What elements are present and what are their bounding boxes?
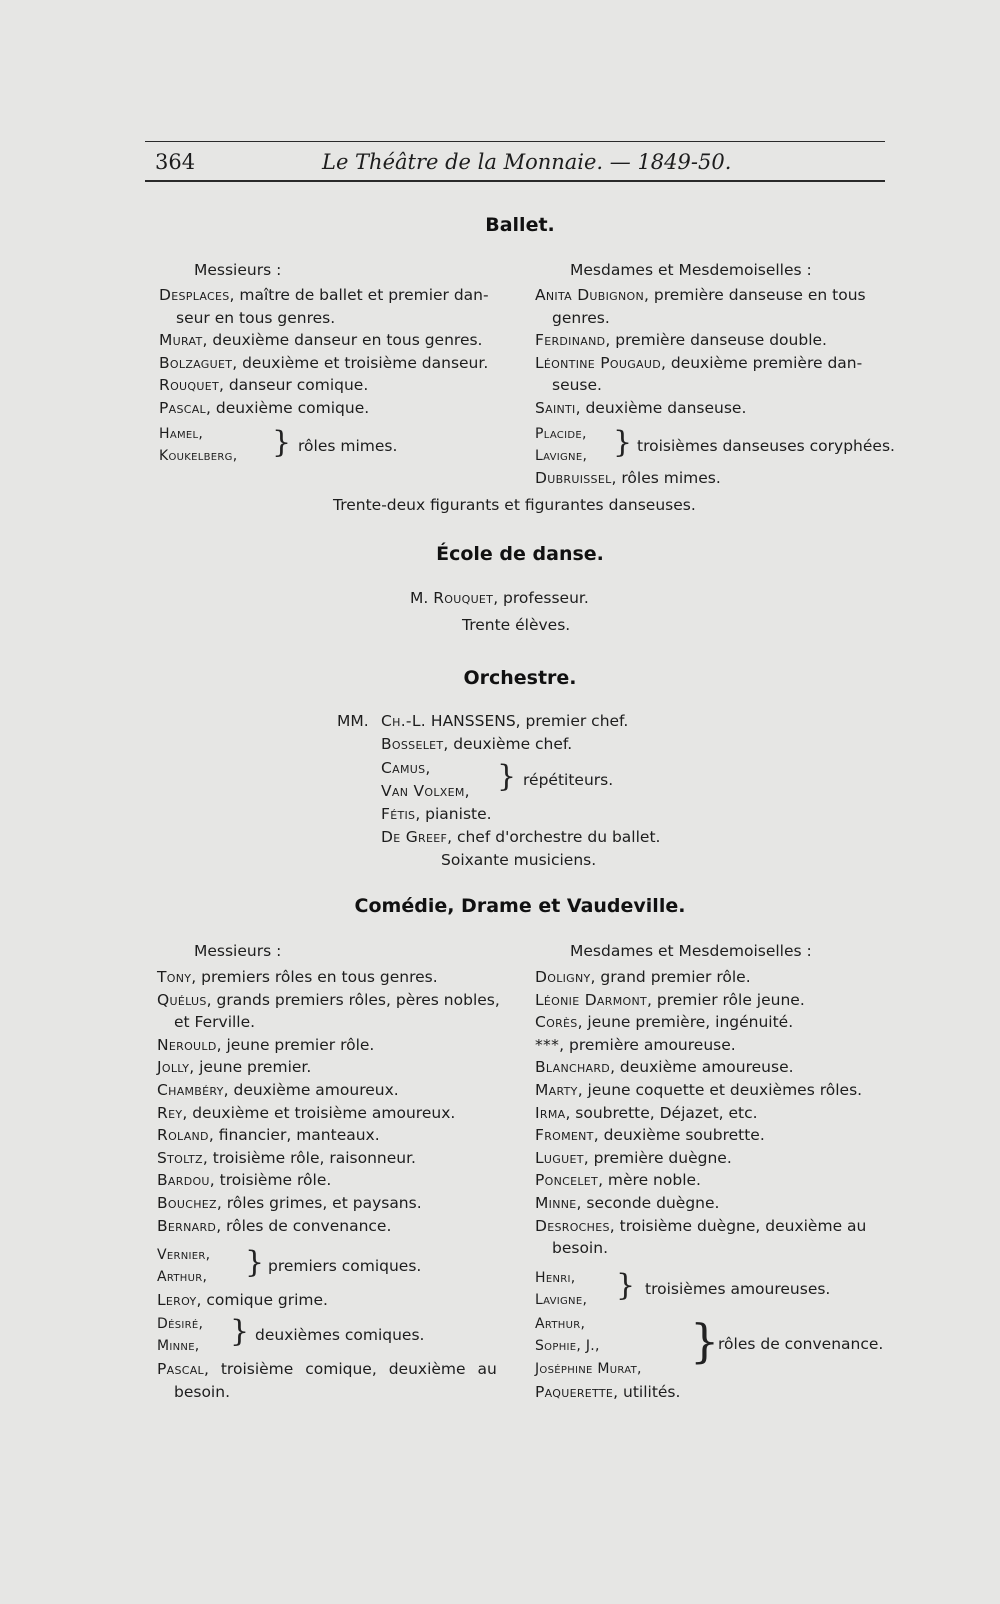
role-text: seuse. (552, 376, 602, 395)
list-item (535, 352, 862, 374)
list-item (552, 374, 602, 396)
comedie-title: Comédie, Drame et Vaudeville. (354, 895, 686, 917)
role-text: , deuxième première dan- (660, 353, 863, 372)
list-item (535, 1011, 793, 1033)
role-text: seur en tous genres. (176, 308, 336, 327)
list-item (159, 284, 489, 306)
comedie-rgroup2-name-3: Joséphine Murat, (535, 1361, 642, 1377)
comedie-mesdames-label: Mesdames et Mesdemoiselles : (570, 942, 812, 960)
role-text: , maître de ballet et premier dan- (229, 286, 489, 304)
comedie-group1-role: premiers comiques. (268, 1257, 422, 1275)
top-rule (145, 141, 885, 142)
person-name: Irma (535, 1103, 566, 1122)
person-name: Nerould (157, 1035, 217, 1054)
role-text: genres. (552, 308, 610, 327)
role-text: , troisième rôle, raisonneur. (202, 1148, 416, 1167)
role-text: , danseur comique. (218, 376, 369, 395)
list-item (157, 1056, 311, 1078)
comedie-rgroup1-name-2: Lavigne, (535, 1292, 588, 1308)
role-text: , deuxième amoureux. (223, 1081, 399, 1099)
role-text: , grands premiers rôles, pères nobles, (206, 990, 500, 1009)
list-item (535, 1079, 862, 1101)
list-item (159, 397, 369, 419)
person-name: Tony (157, 968, 192, 986)
comedie-pascal-cont: besoin. (174, 1383, 230, 1401)
comedie-group2-role: deuxièmes comiques. (255, 1326, 425, 1344)
comedie-leroy (157, 1289, 328, 1311)
ballet-group-name-2: Koukelberg, (159, 448, 238, 464)
orchestre-title: Orchestre. (463, 667, 577, 689)
role-text: , deuxième et troisième amoureux. (182, 1103, 456, 1122)
orchestre-ballet-chef (381, 826, 660, 848)
list-item (535, 397, 746, 419)
list-item (157, 1124, 380, 1146)
list-item (535, 1124, 765, 1146)
brace-icon: } (616, 1268, 636, 1303)
person-name: Bardou (157, 1171, 210, 1190)
comedie-group1-name-1: Vernier, (157, 1247, 211, 1263)
role-text: , rôles grimes, et paysans. (216, 1194, 422, 1212)
ecole-line2: Trente élèves. (462, 616, 571, 634)
role-text: , première duègne. (583, 1148, 732, 1167)
role-text: , jeune coquette et deuxièmes rôles. (577, 1081, 863, 1099)
person-name: Léonie Darmont (535, 990, 647, 1009)
person-name: Doligny (535, 968, 591, 986)
orchestre-second (381, 733, 572, 755)
person-name: Desroches (535, 1216, 610, 1235)
list-item (157, 1079, 399, 1101)
orchestre-group-name-1: Camus, (381, 759, 431, 777)
person-name: Sainti (535, 399, 576, 417)
orchestre-chef (381, 710, 628, 732)
role-text: , grand premier rôle. (590, 968, 751, 986)
role-text: , deuxième comique. (206, 399, 370, 417)
person-name: Ferdinand (535, 331, 606, 350)
ecole-prefix: M. (410, 589, 434, 607)
list-item (552, 1237, 608, 1259)
role-text: , mère noble. (598, 1171, 701, 1190)
list-item (174, 1011, 255, 1033)
role-text: , soubrette, Déjazet, etc. (565, 1103, 758, 1122)
person-name: Bouchez (157, 1194, 217, 1212)
role-text: , troisième comique, deuxième au (204, 1360, 497, 1378)
person-name: Desplaces (159, 286, 230, 304)
role-text: , rôles de convenance. (216, 1216, 392, 1235)
person-name: Rouquet (159, 376, 219, 395)
person-name: Froment (535, 1126, 594, 1145)
comedie-group2-name-1: Désiré, (157, 1316, 204, 1332)
role-text: , seconde duègne. (576, 1194, 720, 1212)
orchestre-count: Soixante musiciens. (441, 851, 597, 869)
role-text: , troisième rôle. (209, 1171, 332, 1190)
person-name: Ch.-L. (381, 712, 426, 730)
ballet-group-role: rôles mimes. (298, 437, 398, 455)
list-item (535, 1102, 758, 1124)
ballet-footer: Trente-deux figurants et figurantes danseuses. (333, 496, 696, 514)
list-item (535, 989, 805, 1011)
role-text: , deuxième soubrette. (593, 1126, 765, 1145)
comedie-paquerette (535, 1381, 680, 1403)
person-name: Corès (535, 1013, 578, 1032)
orchestre-group-name-2: Van Volxem, (381, 782, 470, 800)
person-name: Pascal (159, 399, 206, 417)
role-text: , professeur. (493, 589, 589, 607)
list-item (535, 329, 827, 351)
list-item (157, 966, 438, 988)
person-name: Anita Dubignon (535, 286, 645, 304)
page-number: 364 (155, 150, 196, 174)
role-text: , troisième duègne, deuxième au (609, 1216, 867, 1235)
role-text: , deuxième danseur en tous genres. (202, 331, 483, 350)
list-item (157, 1215, 391, 1237)
person-name: Paquerette (535, 1383, 614, 1401)
list-item (157, 1147, 416, 1169)
person-name: De Greef (381, 828, 448, 846)
person-name: Bernard (157, 1216, 217, 1235)
role-text: , deuxième chef. (443, 735, 573, 753)
person-name: Luguet (535, 1148, 584, 1167)
person-name: *** (535, 1035, 560, 1054)
role-text: , premier rôle jeune. (647, 990, 805, 1009)
list-item (535, 284, 866, 306)
list-item (535, 1034, 736, 1056)
role-text: besoin. (552, 1239, 608, 1258)
person-name: Dubruissel (535, 469, 612, 487)
ballet-title: Ballet. (485, 214, 555, 236)
list-item (535, 966, 751, 988)
role-text: , deuxième danseuse. (575, 399, 747, 417)
role-text: HANSSENS, premier chef. (425, 712, 629, 730)
person-name: Stoltz (157, 1148, 203, 1167)
comedie-rgroup1-role: troisièmes amoureuses. (645, 1280, 831, 1298)
ballet-group-name-1: Hamel, (159, 426, 204, 442)
comedie-rgroup2-name-2: Sophie, J., (535, 1338, 600, 1354)
role-text: , première danseuse double. (605, 331, 827, 350)
list-item (157, 989, 500, 1011)
role-text: , financier, manteaux. (208, 1126, 380, 1145)
ecole-line1 (410, 587, 589, 609)
list-item (535, 1056, 794, 1078)
orchestre-group-role: répétiteurs. (523, 771, 614, 789)
person-name: Fétis (381, 805, 416, 823)
ecole-title: École de danse. (436, 543, 604, 565)
brace-icon: } (245, 1245, 265, 1280)
person-name: Léontine Pougaud (535, 353, 661, 372)
brace-icon: } (230, 1314, 250, 1349)
list-item (157, 1102, 455, 1124)
role-text: , comique grime. (196, 1291, 328, 1309)
list-item (176, 307, 335, 329)
person-name: Chambéry (157, 1081, 224, 1099)
person-name: Marty (535, 1081, 578, 1099)
person-name: Jolly (157, 1058, 190, 1077)
person-name: Leroy (157, 1291, 197, 1309)
list-item (535, 1147, 732, 1169)
comedie-messieurs-label: Messieurs : (194, 942, 282, 960)
comedie-rgroup2-role: rôles de convenance. (718, 1335, 884, 1353)
role-text: , première amoureuse. (559, 1035, 736, 1054)
person-name: Pascal (157, 1360, 204, 1378)
list-item (535, 1169, 701, 1191)
role-text: , pianiste. (415, 805, 492, 823)
orchestre-mm: MM. (337, 712, 369, 730)
header-rule (145, 180, 885, 182)
list-item (159, 329, 482, 351)
comedie-rgroup2-name-1: Arthur, (535, 1316, 586, 1332)
list-item (159, 352, 488, 374)
comedie-group2-name-2: Minne, (157, 1338, 200, 1354)
ballet-mesdames-label: Mesdames et Mesdemoiselles : (570, 261, 812, 279)
person-name: Bolzaguet (159, 353, 233, 372)
comedie-rgroup1-name-1: Henri, (535, 1270, 576, 1286)
list-item (159, 374, 368, 396)
brace-icon: } (497, 759, 517, 794)
brace-icon: } (613, 425, 633, 460)
role-text: , jeune première, ingénuité. (577, 1013, 794, 1032)
role-text: , premiers rôles en tous genres. (191, 968, 438, 986)
role-text: , deuxième et troisième danseur. (232, 353, 489, 372)
role-text: , jeune premier. (189, 1058, 312, 1077)
comedie-group1-name-2: Arthur, (157, 1269, 208, 1285)
person-name: Quélus (157, 990, 207, 1009)
person-name: Bosselet (381, 735, 444, 753)
list-item (535, 1215, 866, 1237)
orchestre-pianist (381, 803, 492, 825)
list-item (157, 1169, 331, 1191)
role-text: , deuxième amoureuse. (610, 1058, 794, 1077)
ballet-right-group-name-2: Lavigne, (535, 448, 588, 464)
person-name: Murat (159, 331, 203, 350)
person-name: Minne (535, 1194, 577, 1212)
person-name: Poncelet (535, 1171, 599, 1190)
brace-icon: } (690, 1314, 720, 1368)
ballet-messieurs-label: Messieurs : (194, 261, 282, 279)
role-text: , jeune premier rôle. (216, 1035, 375, 1054)
role-text: et Ferville. (174, 1013, 256, 1032)
ballet-right-last (535, 467, 721, 489)
comedie-pascal (157, 1358, 497, 1380)
role-text: , rôles mimes. (611, 469, 721, 487)
person-name: Rouquet (433, 589, 494, 607)
ballet-right-group-name-1: Placide, (535, 426, 587, 442)
ballet-right-group-role: troisièmes danseuses coryphées. (637, 437, 895, 455)
role-text: , première danseuse en tous (644, 286, 866, 304)
list-item (157, 1034, 374, 1056)
role-text: , chef d'orchestre du ballet. (447, 828, 661, 846)
role-text: , utilités. (613, 1383, 681, 1401)
running-title: Le Théâtre de la Monnaie. — 1849-50. (322, 150, 732, 174)
person-name: Roland (157, 1126, 209, 1145)
list-item (552, 307, 610, 329)
person-name: Rey (157, 1103, 183, 1122)
brace-icon: } (272, 425, 292, 460)
list-item (157, 1192, 422, 1214)
list-item (535, 1192, 719, 1214)
person-name: Blanchard (535, 1058, 611, 1077)
